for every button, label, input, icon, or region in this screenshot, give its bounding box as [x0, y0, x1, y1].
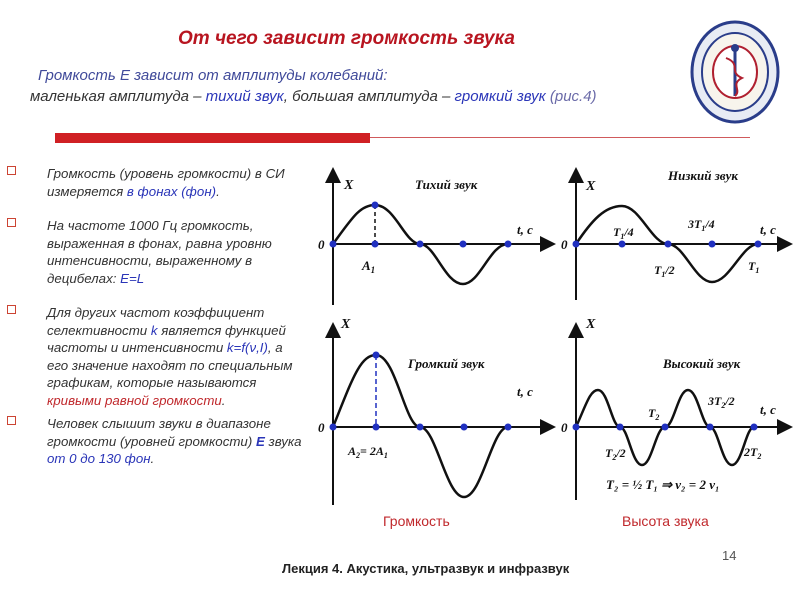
label-half-period: $T_2/2$ [605, 446, 626, 462]
label-period: $T_1$ [748, 259, 760, 275]
graph-title: Громкий звук [408, 356, 485, 371]
intro-text: , большая амплитуда – [283, 88, 455, 105]
axis-x-label: X [341, 317, 351, 332]
bullet-text: Для других частот коэффициент селективности [47, 305, 265, 338]
intro-figure-ref: (рис.4) [545, 88, 597, 105]
intro-text: маленькая амплитуда – [30, 88, 206, 105]
intro-quiet-sound: тихий звук [205, 88, 284, 105]
axis-x-label: X [344, 178, 354, 193]
graph-high-sound [561, 317, 785, 500]
bullet-text: , а его значение находят по специальным графикам, которые называются [47, 340, 293, 390]
bullet-text: . [216, 183, 220, 199]
bullet-highlight: E [255, 433, 265, 449]
bullet-highlight-red: кривыми равной громкости [47, 392, 222, 408]
intro-loud-sound: громкий звук [454, 88, 546, 105]
bullet-text: На частоте 1000 Гц громкость, выраженная в фонах, равна уровню интенсивности, выраженному в децибелах: [47, 218, 272, 286]
graph-title: Низкий звук [668, 168, 738, 183]
time-axis-label: t, с [760, 222, 776, 237]
time-axis-label: t, с [517, 222, 533, 237]
slide-title: От чего зависит громкость звука [178, 28, 515, 49]
label-double-period: $2T_2$ [744, 445, 762, 461]
footer-lecture-title: Лекция 4. Акустика, ультразвук и инфразвук [282, 561, 570, 576]
time-axis-label: t, с [517, 384, 533, 399]
graph-loud-sound [318, 317, 548, 505]
graph-title: Высокий звук [663, 356, 741, 371]
bullet-highlight: k [150, 322, 158, 338]
bullet-text: является функцией частоты и интенсивности [47, 322, 286, 355]
label-three-half-period: $3T_2/2$ [708, 394, 735, 410]
frequency-formula: T₂ = ½ T₁ ⇒ ν₂ = 2 ν₁ [606, 477, 720, 492]
axis-x-label: X [586, 179, 596, 194]
bullet-highlight: в фонах (фон) [126, 183, 217, 199]
bullet-text: Человек слышит звуки в диапазоне громкости (уровней громкости) [47, 416, 271, 449]
intro-line-1: Громкость E зависит от амплитуды колебаний: [38, 67, 388, 84]
label-period: $T_2$ [648, 406, 660, 422]
page-number: 14 [722, 548, 737, 563]
label-half-period: $T_1/2$ [654, 263, 675, 279]
label-quarter-period: $T_1/4$ [613, 225, 634, 241]
graph-quiet-sound [318, 175, 548, 305]
axis-x-label: X [586, 317, 596, 332]
bullet-highlight: E=L [120, 270, 145, 286]
graph-low-sound [561, 168, 785, 300]
graph-title: Тихий звук [415, 177, 478, 192]
bullet-highlight: от 0 до 130 фон [47, 451, 151, 466]
label-three-quarter-period: $3T_1/4$ [688, 217, 715, 233]
caption-loudness: Громкость [383, 513, 450, 529]
bullet-text: звука [264, 433, 302, 449]
bullet-text: . [150, 451, 155, 466]
time-axis-label: t, с [760, 402, 776, 417]
origin-label: 0 [561, 237, 568, 252]
origin-label: 0 [318, 237, 325, 252]
bullet-text: Громкость (уровень громкости) в СИ измеряется [47, 166, 285, 199]
amplitude-label: $A_1$ [362, 258, 376, 275]
bullet-text: . [221, 392, 226, 408]
amplitude-label: $A_2= 2A_1$ [348, 444, 388, 460]
caption-pitch: Высота звука [622, 513, 709, 529]
bullet-highlight: k=f(ν,I) [226, 340, 268, 355]
zero-crossing-points [330, 202, 512, 248]
origin-label: 0 [561, 420, 568, 435]
origin-label: 0 [318, 420, 325, 435]
